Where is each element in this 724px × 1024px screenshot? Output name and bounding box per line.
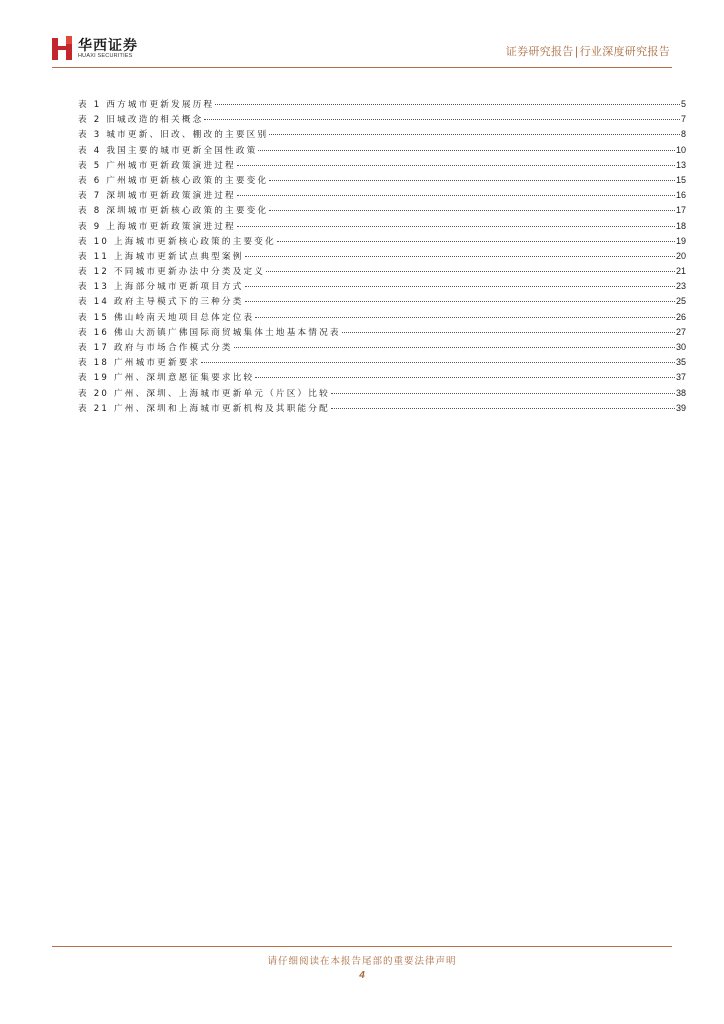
toc-entry[interactable]: [78, 325, 686, 340]
toc-leader-dots: [201, 362, 675, 363]
toc-entry-label: 表 7 深圳城市更新政策演进过程: [78, 191, 236, 202]
toc-leader-dots: [204, 119, 680, 120]
table-of-figures: [78, 97, 686, 416]
toc-entry[interactable]: [78, 112, 686, 127]
toc-entry-page: 10: [675, 144, 686, 155]
toc-entry-page: 23: [675, 281, 686, 292]
toc-leader-dots: [269, 134, 680, 135]
toc-leader-dots: [255, 377, 675, 378]
toc-entry-page: 25: [675, 296, 686, 307]
toc-entry-label: 表 5 广州城市更新政策演进过程: [78, 160, 236, 171]
toc-entry[interactable]: [78, 294, 686, 309]
report-category: [506, 43, 670, 59]
toc-entry[interactable]: [78, 355, 686, 370]
toc-entry[interactable]: [78, 234, 686, 249]
toc-leader-dots: [269, 210, 675, 211]
toc-entry-label: 表 3 城市更新、旧改、棚改的主要区别: [78, 130, 269, 141]
toc-entry-page: 21: [675, 266, 686, 277]
toc-entry[interactable]: [78, 158, 686, 173]
toc-leader-dots: [255, 317, 675, 318]
toc-entry[interactable]: [78, 97, 686, 112]
toc-entry[interactable]: [78, 219, 686, 234]
page-number: 4: [359, 970, 365, 981]
toc-entry[interactable]: [78, 401, 686, 416]
toc-entry-label: 表 6 广州城市更新核心政策的主要变化: [78, 175, 269, 186]
toc-entry-label: 表 17 政府与市场合作模式分类: [78, 343, 233, 353]
toc-entry-label: 表 18 广州城市更新要求: [78, 358, 201, 369]
toc-entry-page: 20: [675, 250, 686, 261]
toc-leader-dots: [234, 347, 675, 348]
legal-disclaimer-note: 请仔细阅读在本报告尾部的重要法律声明: [267, 956, 457, 967]
header-divider: [52, 67, 672, 68]
toc-entry[interactable]: [78, 249, 686, 264]
report-type: 证券研究报告: [505, 45, 574, 58]
toc-entry-label: 表 21 广州、深圳和上海城市更新机构及其职能分配: [78, 403, 330, 414]
toc-leader-dots: [215, 104, 680, 105]
toc-entry-page: 39: [675, 402, 686, 413]
toc-leader-dots: [269, 180, 675, 181]
huaxi-logo-icon: [52, 36, 72, 60]
toc-leader-dots: [245, 256, 675, 257]
toc-entry-label: 表 16 佛山大沥镇广佛国际商贸城集体土地基本情况表: [78, 327, 341, 338]
page-header: [52, 36, 672, 66]
footer-divider: [52, 946, 672, 947]
toc-entry-label: 表 1 西方城市更新发展历程: [78, 100, 215, 110]
toc-entry-label: 表 15 佛山岭南天地项目总体定位表: [78, 312, 255, 323]
toc-entry-page: 8: [680, 129, 686, 140]
toc-entry-label: 表 13 上海部分城市更新项目方式: [78, 282, 244, 293]
toc-entry-page: 27: [675, 326, 686, 337]
toc-entry[interactable]: [78, 127, 686, 142]
toc-entry[interactable]: [78, 310, 686, 325]
brand-name-cn: 华西证券: [78, 38, 138, 54]
toc-entry-label: 表 2 旧城改造的相关概念: [78, 115, 204, 126]
report-subtype: 行业深度研究报告: [579, 45, 670, 58]
brand-name-en: HUAXI SECURITIES: [78, 53, 133, 59]
toc-entry-label: 表 14 政府主导模式下的三种分类: [78, 297, 244, 308]
toc-entry[interactable]: [78, 188, 686, 203]
toc-entry-label: 表 8 深圳城市更新核心政策的主要变化: [78, 206, 269, 217]
toc-entry-page: 13: [675, 159, 686, 170]
toc-entry-page: 30: [675, 342, 686, 352]
toc-entry[interactable]: [78, 386, 686, 401]
toc-entry-page: 19: [675, 235, 686, 246]
toc-entry[interactable]: [78, 173, 686, 188]
toc-leader-dots: [331, 408, 675, 409]
toc-entry[interactable]: [78, 143, 686, 158]
toc-leader-dots: [277, 241, 675, 242]
toc-leader-dots: [342, 332, 675, 333]
toc-entry-page: 38: [675, 387, 686, 398]
toc-entry-page: 5: [680, 99, 686, 109]
toc-entry-page: 16: [675, 190, 686, 201]
toc-entry-page: 18: [675, 220, 686, 231]
toc-entry[interactable]: [78, 203, 686, 218]
toc-entry-label: 表 19 广州、深圳意愿征集要求比较: [78, 373, 255, 384]
toc-entry-page: 15: [675, 174, 686, 185]
toc-leader-dots: [237, 195, 675, 196]
header-separator: |: [574, 45, 579, 58]
toc-entry-label: 表 9 上海城市更新政策演进过程: [78, 221, 236, 232]
toc-entry-page: 17: [675, 205, 686, 216]
toc-entry-label: 表 20 广州、深圳、上海城市更新单元（片区）比较: [78, 388, 330, 399]
toc-entry-label: 表 12 不同城市更新办法中分类及定义: [78, 267, 266, 278]
toc-entry-page: 26: [675, 311, 686, 322]
toc-entry-label: 表 11 上海城市更新试点典型案例: [78, 251, 244, 262]
toc-entry[interactable]: [78, 279, 686, 294]
toc-entry[interactable]: [78, 340, 686, 355]
toc-leader-dots: [266, 271, 675, 272]
toc-entry-page: 37: [675, 372, 686, 383]
toc-leader-dots: [258, 150, 675, 151]
toc-leader-dots: [245, 301, 675, 302]
toc-leader-dots: [237, 226, 675, 227]
toc-entry-page: 35: [675, 357, 686, 368]
toc-leader-dots: [245, 286, 675, 287]
toc-entry-label: 表 4 我国主要的城市更新全国性政策: [78, 145, 258, 156]
toc-entry[interactable]: [78, 264, 686, 279]
toc-entry[interactable]: [78, 370, 686, 385]
toc-entry-page: 7: [680, 114, 686, 125]
toc-leader-dots: [331, 393, 675, 394]
toc-leader-dots: [237, 165, 675, 166]
toc-entry-label: 表 10 上海城市更新核心政策的主要变化: [78, 236, 276, 247]
